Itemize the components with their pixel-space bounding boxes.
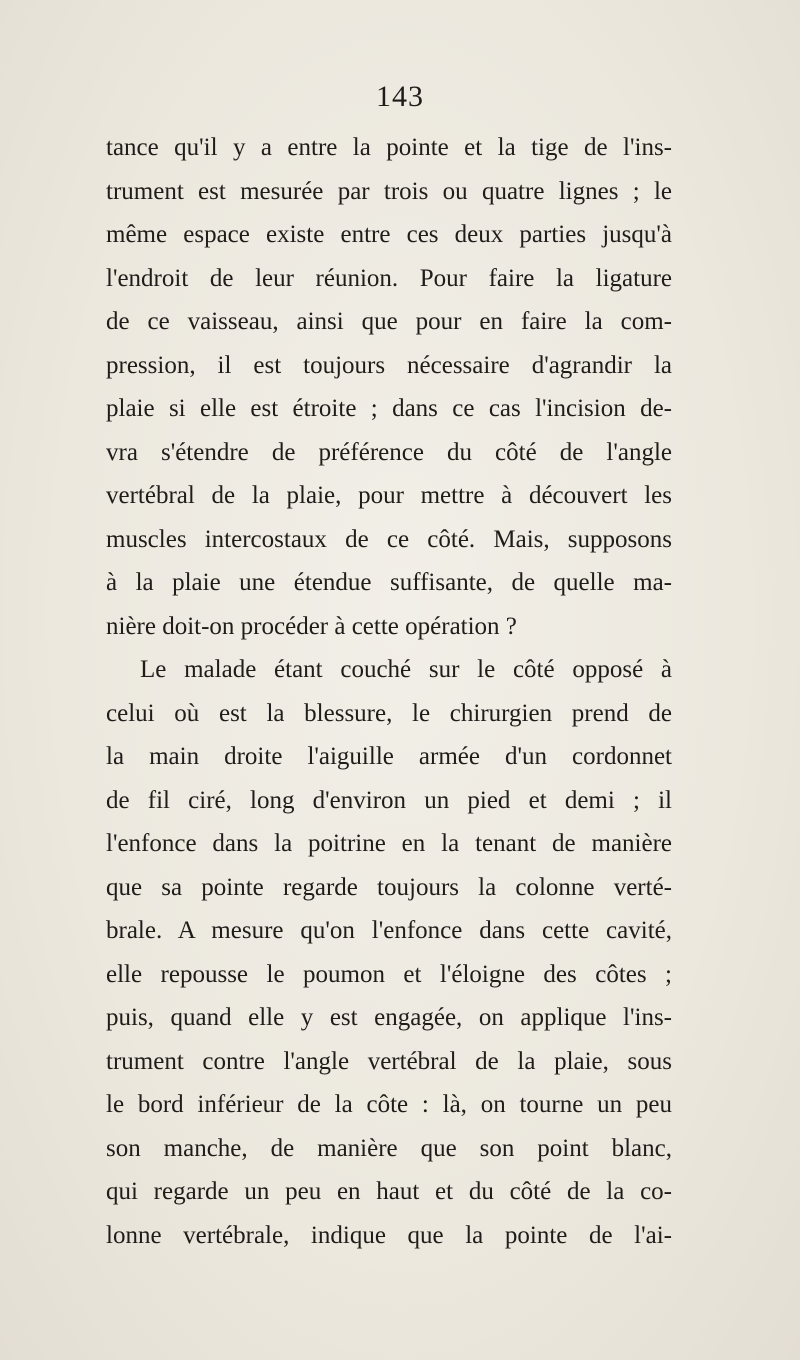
text-line: tance qu'il y a entre la pointe et la tige de l'ins-: [106, 134, 672, 161]
text-line: nière doit-on procéder à cette opération ?: [106, 612, 517, 640]
text-line: l'endroit de leur réunion. Pour faire la ligature: [106, 264, 672, 292]
text-line: de ce vaisseau, ainsi que pour en faire la com-: [106, 308, 672, 335]
text-line: son manche, de manière que son point blanc,: [106, 1134, 672, 1162]
text-line: à la plaie une étendue suffisante, de quelle ma-: [106, 569, 672, 596]
text-line: la main droite l'aiguille armée d'un cordonnet: [106, 743, 672, 770]
text-line: trument contre l'angle vertébral de la plaie, sous: [106, 1047, 672, 1075]
text-line: le bord inférieur de la côte : là, on tourne un peu: [106, 1091, 672, 1118]
text-line: brale. A mesure qu'on l'enfonce dans cette cavité,: [106, 917, 672, 944]
text-line: Le malade étant couché sur le côté opposé à: [140, 656, 672, 683]
text-line: pression, il est toujours nécessaire d'agrandir la: [106, 351, 672, 379]
text-line: celui où est la blessure, le chirurgien prend de: [106, 699, 672, 727]
text-line: elle repousse le poumon et l'éloigne des côtes ;: [106, 960, 672, 988]
text-line: vra s'étendre de préférence du côté de l'angle: [106, 438, 672, 466]
text-line: lonne vertébrale, indique que la pointe de l'ai-: [106, 1221, 672, 1249]
text-line: trument est mesurée par trois ou quatre lignes ; le: [106, 177, 672, 205]
text-line: puis, quand elle y est engagée, on applique l'ins-: [106, 1004, 672, 1031]
text-line: que sa pointe regarde toujours la colonne verté-: [106, 873, 672, 901]
body-text: [106, 126, 672, 1257]
text-line: qui regarde un peu en haut et du côté de la co-: [106, 1178, 672, 1205]
text-line: plaie si elle est étroite ; dans ce cas l'incision de-: [106, 395, 672, 422]
text-line: l'enfonce dans la poitrine en la tenant de manière: [106, 830, 672, 857]
text-line: même espace existe entre ces deux parties jusqu'à: [106, 221, 672, 248]
text-line: de fil ciré, long d'environ un pied et demi ; il: [106, 786, 672, 814]
text-line: vertébral de la plaie, pour mettre à découvert les: [106, 482, 672, 509]
page-number: 143: [376, 80, 424, 113]
text-line: muscles intercostaux de ce côté. Mais, supposons: [106, 525, 672, 553]
